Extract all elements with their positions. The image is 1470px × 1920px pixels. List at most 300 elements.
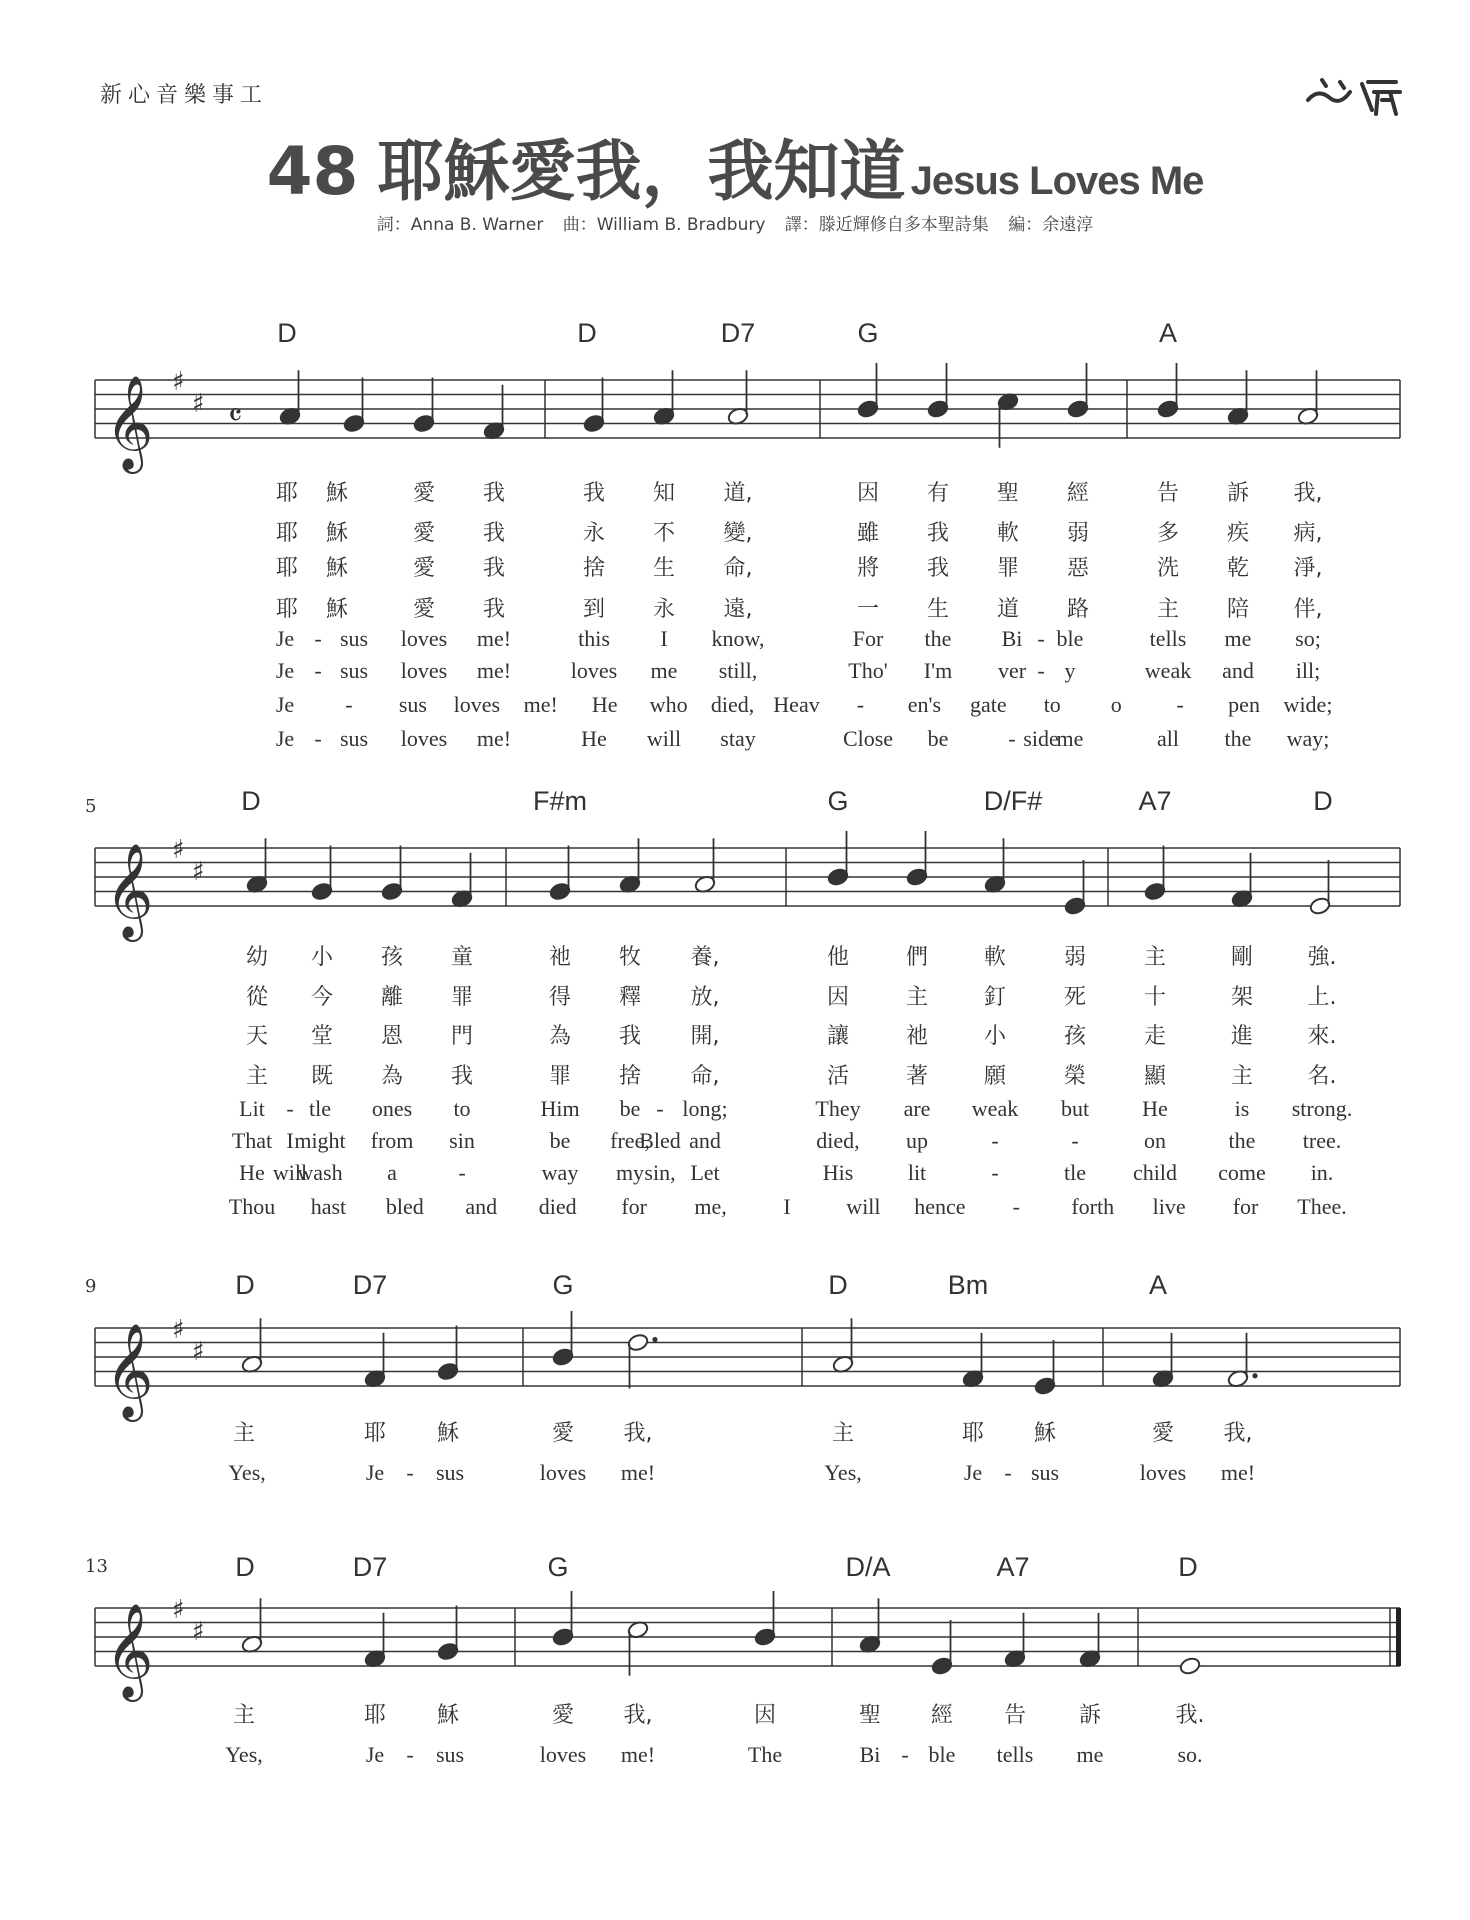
lyric-chinese: 因 — [856, 481, 880, 506]
lyric-english: weak — [1144, 658, 1192, 683]
lyric-english: gate — [969, 692, 1007, 717]
note — [241, 1598, 264, 1654]
lyric-chinese: 洗 — [1156, 556, 1180, 581]
lyric-chinese: 知 — [652, 481, 676, 506]
note — [962, 1333, 985, 1389]
lyric-chinese: 小 — [310, 945, 334, 970]
lyric-chinese: 榮 — [1063, 1064, 1087, 1089]
lyric-english: Je — [275, 692, 295, 717]
lyric-english: - — [314, 726, 322, 751]
sharp-icon: ♯ — [172, 835, 185, 865]
staff-system-4 — [0, 1568, 1470, 1708]
lyric-english: for — [1232, 1194, 1259, 1219]
note — [483, 385, 506, 441]
lyric-english: He — [239, 1160, 265, 1185]
lyric-english: - — [1004, 1460, 1012, 1485]
lyric-english: - — [991, 1160, 999, 1185]
lyric-english: come — [1218, 1160, 1266, 1185]
lyric-english: be — [549, 1128, 571, 1153]
lyric-chinese: 剛 — [1230, 945, 1254, 970]
note — [1231, 853, 1254, 909]
lyric-english: tle — [1064, 1160, 1086, 1185]
lyric-chinese: 我 — [450, 1064, 474, 1089]
chord-symbol: D — [235, 1270, 255, 1300]
chord-symbol: A7 — [996, 1552, 1030, 1582]
lyric-english: loves — [400, 626, 448, 651]
lyric-chinese: 來. — [1307, 1024, 1337, 1049]
lyric-chinese: 既 — [310, 1064, 334, 1089]
lyric-chinese: 架 — [1230, 985, 1254, 1010]
note — [1227, 370, 1250, 426]
lyric-chinese: 為 — [380, 1064, 404, 1089]
note — [279, 370, 302, 426]
note — [857, 363, 880, 419]
lyric-english: loves — [539, 1742, 587, 1767]
lyric-english: from — [370, 1128, 414, 1153]
lyric-english: - — [286, 1096, 294, 1121]
lyric-english: loves — [453, 692, 501, 717]
lyric-chinese: 罪 — [996, 556, 1020, 581]
note — [1227, 1333, 1258, 1389]
lyric-english: me — [1224, 626, 1252, 651]
note — [859, 1598, 882, 1654]
lyric-chinese: 罪 — [548, 1064, 572, 1089]
note — [552, 1591, 575, 1647]
lyric-chinese: 放, — [690, 985, 720, 1010]
lyric-english: Bi — [1001, 626, 1023, 651]
chord-symbol: D — [241, 786, 261, 816]
lyric-english: wash — [297, 1160, 343, 1185]
lyric-english: way; — [1286, 726, 1330, 751]
lyric-english: - — [991, 1128, 999, 1153]
lyric-chinese: 我, — [1223, 1421, 1253, 1446]
lyric-english: y — [1064, 658, 1076, 683]
lyric-chinese: 穌 — [325, 597, 349, 622]
lyric-english: sus — [339, 626, 369, 651]
note — [552, 1311, 575, 1367]
lyric-english: tells — [1149, 626, 1187, 651]
lyric-chinese: 多 — [1156, 521, 1180, 546]
lyric-chinese: 耶 — [275, 481, 299, 506]
note — [1297, 370, 1320, 426]
lyric-english: - — [656, 1096, 664, 1121]
lyric-english: me, — [694, 1194, 727, 1219]
lyric-chinese: 走 — [1143, 1024, 1167, 1049]
lyric-english: me! — [476, 726, 512, 751]
lyric-english: He — [591, 692, 618, 717]
lyric-english: be — [927, 726, 949, 751]
lyric-english: - — [458, 1160, 466, 1185]
lyric-chinese: 主 — [1230, 1064, 1254, 1089]
note — [906, 831, 929, 887]
lyric-english: ble — [1056, 626, 1084, 651]
lyric-english: Close — [842, 726, 894, 751]
lyric-english: weak — [971, 1096, 1019, 1121]
lyric-chinese: 我 — [618, 1024, 642, 1049]
lyric-chinese: 我 — [482, 481, 506, 506]
lyric-english: might — [294, 1128, 346, 1153]
lyric-english: side — [1023, 726, 1059, 751]
lyric-chinese: 養, — [690, 945, 720, 970]
lyric-chinese: 命, — [723, 556, 753, 581]
note — [931, 1620, 954, 1676]
lyric-english: Thou — [228, 1194, 276, 1219]
lyric-chinese: 孩 — [1063, 1024, 1087, 1049]
lyric-english: - — [1071, 1128, 1079, 1153]
treble-clef-icon: 𝄞 — [105, 1323, 154, 1418]
song-title — [0, 118, 1470, 213]
lyric-english: sus — [1030, 1460, 1060, 1485]
chord-symbol: F#m — [533, 786, 587, 816]
lyric-english: to — [1043, 692, 1061, 717]
treble-clef-icon: 𝄞 — [105, 843, 154, 938]
lyric-chinese: 惡 — [1066, 556, 1090, 581]
lyric-chinese: 我, — [1293, 481, 1323, 506]
lyric-chinese: 得 — [548, 985, 572, 1010]
lyric-english: sus — [339, 658, 369, 683]
chord-symbol: D — [1313, 786, 1333, 816]
sharp-icon: ♯ — [172, 367, 185, 397]
lyric-english: me — [1056, 726, 1084, 751]
lyric-chinese: 生 — [652, 556, 676, 581]
lyric-english: and — [465, 1194, 498, 1219]
lyric-chinese: 經 — [1066, 481, 1090, 506]
measure-number: 5 — [85, 796, 97, 817]
note — [694, 838, 717, 894]
lyric-chinese: 穌 — [436, 1421, 460, 1446]
lyric-english: - — [1008, 726, 1016, 751]
note — [1309, 860, 1332, 916]
lyric-english: Bled — [639, 1128, 681, 1153]
lyric-chinese: 顯 — [1143, 1064, 1167, 1089]
lyric-english: hast — [310, 1194, 347, 1219]
logo-icon — [1300, 70, 1410, 120]
lyric-english: me! — [620, 1460, 656, 1485]
lyric-english: I — [660, 626, 668, 651]
measure-number: 13 — [85, 1556, 108, 1577]
staff-system-2 — [0, 808, 1470, 948]
lyric-english: know, — [711, 626, 765, 651]
lyric-chinese: 弱 — [1063, 945, 1087, 970]
lyric-chinese: 堂 — [310, 1024, 334, 1049]
lyric-chinese: 上. — [1307, 985, 1337, 1010]
lyric-chinese: 遠, — [723, 597, 753, 622]
lyric-english: loves — [1139, 1460, 1187, 1485]
note — [311, 846, 334, 902]
note — [364, 1613, 387, 1669]
chord-symbol: D — [1178, 1552, 1198, 1582]
lyric-english: will — [646, 726, 682, 751]
lyric-english: long; — [682, 1096, 728, 1121]
lyric-chinese: 主 — [232, 1421, 256, 1446]
lyric-chinese: 恩 — [380, 1024, 404, 1049]
lyric-english: will — [846, 1194, 881, 1219]
chord-symbol: D/F# — [983, 786, 1043, 816]
treble-clef-icon: 𝄞 — [105, 375, 154, 470]
lyric-english: I — [783, 1194, 791, 1219]
note — [1157, 363, 1180, 419]
lyric-chinese: 不 — [652, 521, 676, 546]
lyric-chinese: 穌 — [436, 1703, 460, 1728]
note — [1064, 860, 1087, 916]
lyric-english: me! — [1220, 1460, 1256, 1485]
note — [413, 378, 436, 434]
lyric-english: sin — [449, 1128, 475, 1153]
lyric-chinese: 耶 — [363, 1703, 387, 1728]
lyric-english: will — [272, 1160, 308, 1185]
lyric-english: me — [650, 658, 678, 683]
lyric-chinese: 雖 — [856, 521, 880, 546]
lyric-english: pen — [1228, 692, 1260, 717]
lyric-english: Je — [365, 1460, 385, 1485]
lyric-chinese: 軟 — [983, 945, 1007, 970]
lyric-chinese: 淨, — [1293, 556, 1323, 581]
lyric-english: Lit — [239, 1096, 265, 1121]
lyric-chinese: 路 — [1066, 597, 1090, 622]
lyric-chinese: 病, — [1293, 521, 1323, 546]
lyric-english: en's — [907, 692, 942, 717]
lyric-english: Yes, — [225, 1742, 263, 1767]
lyric-chinese: 主 — [1156, 597, 1180, 622]
lyric-english: That — [231, 1128, 273, 1153]
lyric-chinese: 穌 — [325, 481, 349, 506]
lyric-chinese: 疾 — [1226, 521, 1250, 546]
lyric-chinese: 我 — [926, 521, 950, 546]
note — [927, 363, 950, 419]
lyric-chinese: 天 — [245, 1024, 269, 1049]
lyric-chinese: 我 — [482, 556, 506, 581]
lyric-english: but — [1060, 1096, 1090, 1121]
title-english: Jesus Loves Me — [910, 159, 1204, 203]
chord-symbol: A — [1148, 1270, 1168, 1300]
lyric-chinese: 主 — [905, 985, 929, 1010]
lyric-chinese: 開, — [690, 1024, 720, 1049]
lyric-chinese: 永 — [582, 521, 606, 546]
lyric-english: ones — [371, 1096, 413, 1121]
lyric-chinese: 經 — [930, 1703, 954, 1728]
lyric-english: and — [689, 1128, 721, 1153]
lyric-english: child — [1133, 1160, 1177, 1185]
publisher-label: 新心音樂事工 — [100, 83, 269, 108]
lyric-chinese: 因 — [826, 985, 850, 1010]
lyric-english: loves — [570, 658, 618, 683]
lyric-chinese: 穌 — [325, 521, 349, 546]
lyric-english: - — [345, 692, 353, 717]
lyric-english: His — [822, 1160, 854, 1185]
chord-symbol: A — [1158, 318, 1178, 348]
lyric-english: Bi — [859, 1742, 881, 1767]
lyric-chinese: 主 — [245, 1064, 269, 1089]
staff-system-3 — [0, 1288, 1470, 1428]
lyric-chinese: 道, — [723, 481, 753, 506]
lyric-chinese: 耶 — [961, 1421, 985, 1446]
note — [627, 1620, 650, 1676]
lyric-english: my — [615, 1160, 645, 1185]
title-chinese: 耶穌愛我，我知道 — [377, 133, 906, 210]
lyric-english: - — [901, 1742, 909, 1767]
lyric-chinese: 祂 — [548, 945, 572, 970]
lyric-chinese: 弱 — [1066, 521, 1090, 546]
lyric-english: the — [1228, 1128, 1256, 1153]
final-barline — [1396, 1608, 1401, 1666]
lyric-english: sus — [339, 726, 369, 751]
lyric-chinese: 訴 — [1078, 1703, 1102, 1728]
lyric-chinese: 有 — [926, 481, 950, 506]
sharp-icon: ♯ — [172, 1315, 185, 1345]
lyric-chinese: 永 — [652, 597, 676, 622]
chord-symbol: G — [547, 1552, 569, 1582]
lyric-chinese: 道 — [996, 597, 1020, 622]
lyric-chinese: 釋 — [618, 985, 642, 1010]
lyric-english: died — [538, 1194, 577, 1219]
lyric-chinese: 穌 — [325, 556, 349, 581]
chord-symbol: D — [577, 318, 597, 348]
lyric-english: all — [1157, 726, 1179, 751]
note — [1144, 846, 1167, 902]
lyric-chinese: 罪 — [450, 985, 474, 1010]
note — [437, 1606, 460, 1662]
lyric-english: forth — [1071, 1194, 1115, 1219]
lyric-chinese: 們 — [905, 945, 929, 970]
lyric-chinese: 命, — [690, 1064, 720, 1089]
lyric-chinese: 孩 — [380, 945, 404, 970]
lyric-english: - — [1012, 1194, 1020, 1219]
lyric-chinese: 我. — [1175, 1703, 1205, 1728]
lyric-chinese: 今 — [310, 985, 334, 1010]
chord-symbol: G — [857, 318, 879, 348]
lyric-english: - — [314, 626, 322, 651]
lyric-english: Je — [365, 1742, 385, 1767]
lyric-chinese: 名. — [1307, 1064, 1337, 1089]
lyric-english: way — [541, 1160, 579, 1185]
lyric-chinese: 變, — [723, 521, 753, 546]
credit-music: 曲：William B. Bradbury — [562, 215, 766, 235]
note — [1067, 363, 1090, 419]
lyric-chinese: 祂 — [905, 1024, 929, 1049]
lyric-english: - — [1176, 692, 1184, 717]
lyric-chinese: 將 — [856, 556, 880, 581]
lyric-english: live — [1152, 1194, 1186, 1219]
lyric-english: me! — [476, 658, 512, 683]
lyric-english: Yes, — [228, 1460, 266, 1485]
lyric-english: tells — [996, 1742, 1034, 1767]
lyric-english: tree. — [1302, 1128, 1342, 1153]
lyric-chinese: 童 — [450, 945, 474, 970]
lyric-chinese: 主 — [831, 1421, 855, 1446]
lyric-english: still, — [718, 658, 758, 683]
credit-arrangement: 編：余遠淳 — [1008, 215, 1094, 235]
chord-symbol: G — [827, 786, 849, 816]
chord-symbol: A7 — [1138, 786, 1172, 816]
note — [627, 1333, 658, 1389]
lyric-english: ble — [928, 1742, 956, 1767]
lyric-english: be — [619, 1096, 641, 1121]
lyric-chinese: 願 — [983, 1064, 1007, 1089]
lyric-chinese: 軟 — [996, 521, 1020, 546]
note — [754, 1591, 777, 1647]
lyric-chinese: 愛 — [1151, 1421, 1175, 1446]
note — [451, 853, 474, 909]
lyric-english: and — [1222, 658, 1254, 683]
lyric-english: this — [578, 626, 610, 651]
lyric-english: on — [1144, 1128, 1166, 1153]
lyric-english: hence — [914, 1194, 966, 1219]
lyric-english: so. — [1177, 1742, 1203, 1767]
lyric-chinese: 乾 — [1226, 556, 1250, 581]
lyric-english: I — [286, 1128, 294, 1153]
common-time-icon: 𝄴 — [228, 396, 243, 434]
lyric-english: Him — [540, 1096, 580, 1121]
lyric-english: o — [1110, 692, 1122, 717]
lyric-english: Je — [275, 726, 295, 751]
lyric-chinese: 我 — [482, 521, 506, 546]
lyric-english: loves — [400, 726, 448, 751]
note — [241, 1318, 264, 1374]
lyric-english: Let — [690, 1160, 720, 1185]
lyric-chinese: 我 — [582, 481, 606, 506]
lyric-english: - — [856, 692, 865, 717]
lyric-english: who — [649, 692, 688, 717]
lyric-chinese: 陪 — [1226, 597, 1250, 622]
lyric-english: - — [1037, 626, 1045, 651]
lyric-english: - — [314, 658, 322, 683]
note — [827, 831, 850, 887]
lyric-chinese: 告 — [1003, 1703, 1027, 1728]
lyric-english: ill; — [1295, 658, 1321, 683]
lyric-chinese: 穌 — [1033, 1421, 1057, 1446]
lyric-english: Je — [963, 1460, 983, 1485]
lyric-english: sus — [435, 1742, 465, 1767]
lyric-chinese: 耶 — [275, 521, 299, 546]
lyric-chinese: 聖 — [996, 481, 1020, 506]
note — [727, 370, 750, 426]
lyric-english: sin, — [644, 1160, 676, 1185]
chord-symbol: D/A — [845, 1552, 891, 1582]
lyric-chinese: 到 — [582, 597, 606, 622]
lyric-english: - — [406, 1460, 414, 1485]
lyric-english: The — [747, 1742, 783, 1767]
lyric-english: so; — [1295, 626, 1321, 651]
lyric-english: Yes, — [824, 1460, 862, 1485]
lyric-english: the — [1224, 726, 1252, 751]
chord-symbol: D — [828, 1270, 848, 1300]
note — [997, 392, 1020, 448]
lyric-chinese: 離 — [380, 985, 404, 1010]
lyric-chinese: 捨 — [582, 556, 606, 581]
lyric-english: - — [406, 1742, 414, 1767]
note — [1179, 1656, 1202, 1676]
lyric-english: Je — [275, 626, 295, 651]
lyric-english: I'm — [923, 658, 953, 683]
lyric-english: tle — [309, 1096, 331, 1121]
note — [549, 846, 572, 902]
credit-translation: 譯：滕近輝修自多本聖詩集 — [784, 215, 989, 235]
note — [381, 846, 404, 902]
lyric-chinese: 愛 — [551, 1421, 575, 1446]
lyric-chinese: 耶 — [275, 556, 299, 581]
lyric-chinese: 愛 — [412, 597, 436, 622]
lyric-english: me! — [523, 692, 558, 717]
treble-clef-icon: 𝄞 — [105, 1603, 154, 1698]
hymn-number: 48 — [266, 133, 359, 210]
chord-symbol: G — [552, 1270, 574, 1300]
lyric-chinese: 愛 — [412, 481, 436, 506]
lyric-english: He — [1142, 1096, 1168, 1121]
lyric-chinese: 一 — [856, 597, 880, 622]
lyric-english: He — [581, 726, 607, 751]
lyric-chinese: 我, — [623, 1421, 653, 1446]
lyric-chinese: 我 — [482, 597, 506, 622]
